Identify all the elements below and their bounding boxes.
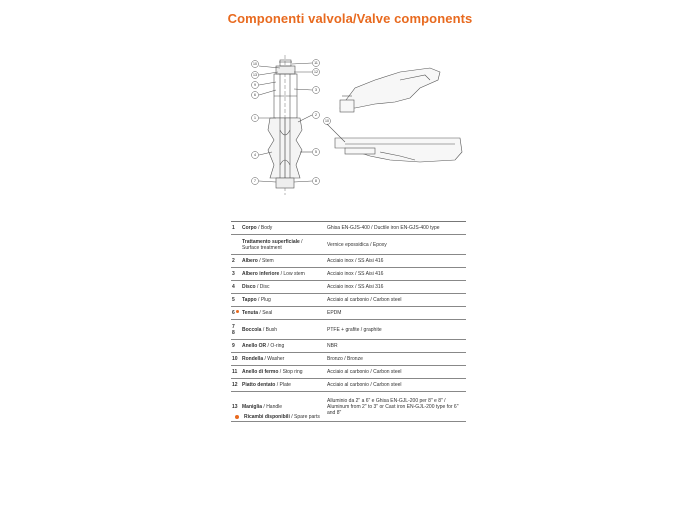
handle-drawing [327,68,462,162]
component-name: Corpo / Body [242,225,273,231]
component-name-it: Tappo [242,297,257,303]
table-row [231,340,466,353]
component-material: Acciaio al carbonio / Carbon steel [327,382,402,388]
component-material: Bronzo / Bronze [327,356,363,362]
component-material: Acciaio al carbonio / Carbon steel [327,369,402,375]
component-name-it: Rondella [242,356,264,362]
component-name: Tenuta / Seal [242,310,273,316]
component-name-it: Piatto dentato [242,382,276,388]
component-material: Vernice epossidica / Epoxy [327,241,387,248]
callout-12: 12 [314,70,318,75]
component-name-en: Low stem [283,271,305,277]
component-number: 3 [232,271,235,277]
legend: Ricambi disponibili / Spare parts [231,414,320,420]
component-number: 11 [232,369,238,375]
callout-4: 4 [254,153,256,158]
component-material: Ghisa EN-GJS-400 / Ductile iron EN-GJS-400 type [327,225,440,231]
component-material: Acciaio al carbonio / Carbon steel [327,297,402,303]
component-name-en: Disc [259,284,270,290]
callout-11: 11 [314,61,318,66]
callout-8: 8 [315,179,317,184]
callout-handle: 10 [325,119,329,124]
component-number: 5 [232,297,235,303]
component-name-it: Anello OR [242,343,267,349]
callout-1: 1 [254,116,256,121]
component-name: Anello di fermo / Stop ring [242,369,303,375]
component-name-en: Seal [262,310,273,316]
legend-it: Ricambi disponibili [244,414,290,420]
callout-6: 6 [254,93,256,98]
component-name-it: Anello di fermo [242,369,279,375]
table-row [231,379,466,392]
component-name-en: O-ring [270,343,285,349]
component-name-en: Bush [265,326,278,333]
callout-10: 10 [253,62,257,67]
component-material: EPDM [327,310,342,316]
component-material: Acciaio inox / SS Aisi 416 [327,271,384,277]
table-row [231,235,466,255]
component-name: Rondella / Washer [242,356,285,362]
table-row [231,281,466,294]
table-row [231,366,466,379]
component-number: 7 8 [232,323,235,336]
table-row [231,222,466,235]
component-number: 2 [232,258,235,264]
table-row [231,268,466,281]
component-number: 9 [232,343,235,349]
component-name-en: Body [260,225,273,231]
component-material: Alluminio da 2" a 6" e Ghisa EN-GJL-200 per 8" e 8" / Aluminum from 2" to 3" or Cast iron EN-GJL-200 type for 6" and 8" [327,397,459,416]
legend-en: Spare parts [294,414,320,420]
component-name-it: Albero inferiore [242,271,280,277]
component-name-en: Handle [266,403,283,410]
page-title: Componenti valvola/Valve components [227,11,473,26]
component-name: Piatto dentato / Plate [242,382,291,388]
component-name-it: Tenuta [242,310,259,316]
component-material: Acciaio inox / SS Aisi 316 [327,284,384,290]
component-name-en: Surface treatment [242,244,282,251]
table-row [231,307,466,320]
component-name: Tappo / Plug [242,297,271,303]
components-table [231,221,466,422]
table-row [231,255,466,268]
component-name: Boccola / Bush [242,326,278,333]
spare-part-dot-icon [235,415,239,419]
component-number: 10 [232,356,238,362]
spare-part-dot-icon [236,310,239,313]
callout-7: 7 [254,179,256,184]
component-name-en: Plug [260,297,271,303]
table-row [231,294,466,307]
component-name-en: Plate [279,382,291,388]
component-name: Trattamento superficiale / Surface treatment [242,238,303,251]
component-name: Albero inferiore / Low stem [242,271,305,277]
callout-3: 3 [315,88,317,93]
component-name-it: Trattamento superficiale [242,238,300,245]
component-name-it: Disco [242,284,256,290]
component-name-en: Washer [267,356,285,362]
callout-2: 2 [315,113,317,118]
component-material: NBR [327,343,338,349]
callout-13: 13 [253,73,257,78]
component-name: Maniglia / Handle [242,403,283,410]
valve-technical-drawing [0,0,700,210]
component-number: 4 [232,284,235,290]
component-name-it: Boccola [242,326,262,333]
component-number: 6 [231,310,242,316]
component-name-it: Maniglia [242,403,263,410]
component-name-en: Stop ring [282,369,303,375]
callout-9: 9 [254,83,256,88]
component-name-en: Stem [262,258,274,264]
component-material: Acciaio inox / SS Aisi 416 [327,258,384,264]
component-name-it: Albero [242,258,258,264]
component-name: Albero / Stem [242,258,274,264]
component-name: Disco / Disc [242,284,270,290]
component-name: Anello OR / O-ring [242,343,285,349]
table-row [231,353,466,366]
component-number: 1 [232,225,235,231]
component-number: 12 [232,382,238,388]
component-number: 13 [232,403,238,410]
component-material: PTFE + grafite / graphite [327,326,382,333]
component-name-it: Corpo [242,225,257,231]
table-row [231,320,466,340]
callout-5: 5 [315,150,317,155]
